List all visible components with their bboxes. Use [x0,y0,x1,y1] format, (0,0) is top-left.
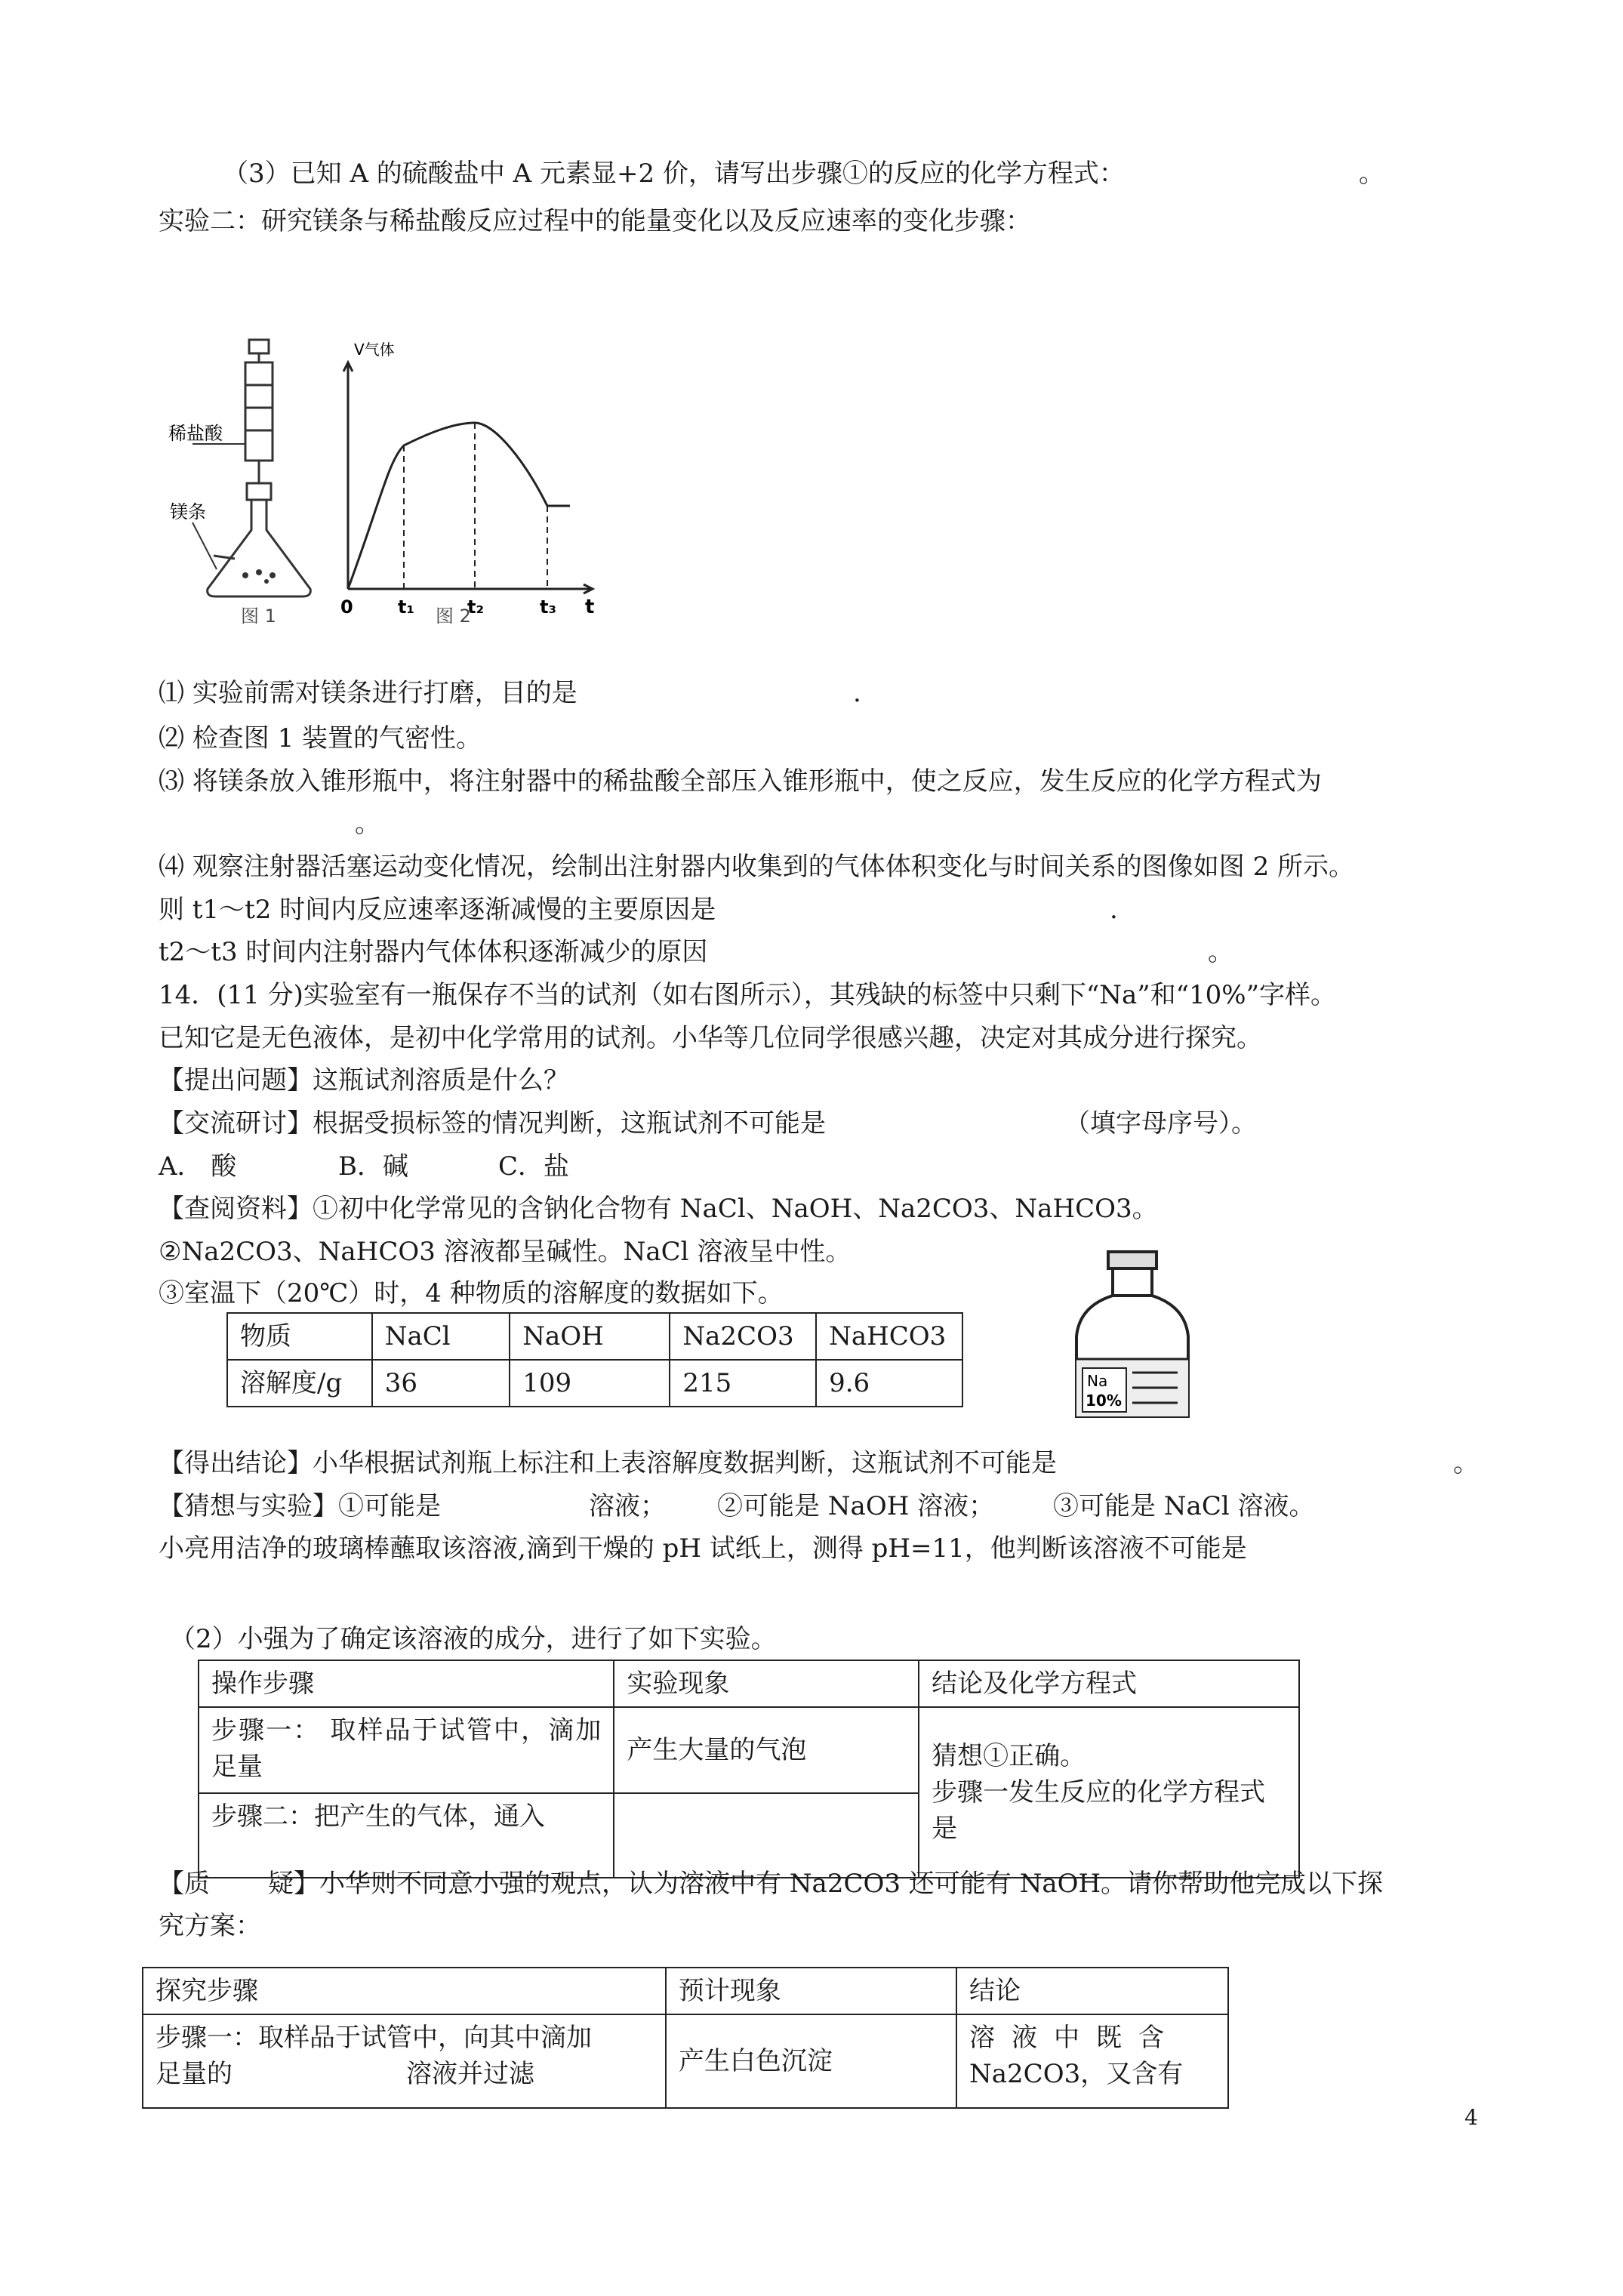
table-row [199,1707,1299,1793]
exp-conclusion-line2: 步骤一发生反应的化学方程式是 [932,1777,1266,1844]
explore-header-cell: 预计现象 [666,1968,956,2014]
exp-phenomenon2-cell [614,1793,919,1878]
step-2 [159,721,482,756]
fig2-volume-curve [348,423,570,589]
q14-discuss: 【交流研讨】根据受损标签的情况判断，这瓶试剂不可能是 [159,1108,826,1139]
exp-step1-cell [199,1707,614,1793]
exp-conclusion-line1: 猜想①正确。 [932,1741,1086,1771]
explore-conclusion-b: Na2CO3，又含有 [969,2059,1184,2089]
explore-header-cell: 探究步骤 [143,1968,666,2014]
exp-header-cell: 操作步骤 [199,1660,614,1707]
exp-conclusion-cell [919,1707,1299,1878]
step-1-text: 实验前需对镁条进行打磨，目的是 [192,678,577,708]
exp-header-cell: 实验现象 [614,1660,919,1707]
q14-option-b: B．碱 [338,1151,408,1182]
step-2-text: 检查图 1 装置的气密性。 [192,723,482,754]
solubility-cell: 109 [510,1360,670,1407]
solubility-cell: 溶解度/g [227,1360,372,1407]
experiment-table [198,1660,1300,1878]
step-2-num: ⑵ [159,723,184,754]
step-1-num: ⑴ [159,678,184,708]
exp2-title: 实验二：研究镁条与稀盐酸反应过程中的能量变化以及反应速率的变化步骤： [159,206,1031,236]
apparatus-figure [162,332,615,627]
solubility-header-cell: NaHCO3 [816,1313,962,1360]
table-row [143,2014,1228,2108]
fig2-caption: 图 2 [436,606,471,627]
q3-end: 。 [1359,159,1384,189]
guess-a: 【猜想与实验】①可能是 [159,1491,441,1521]
fig2-y-label: V气体 [354,341,395,359]
step-3-text: 将镁条放入锥形瓶中，将注射器中的稀盐酸全部压入锥形瓶中，使之反应，发生反应的化学方程式为 [192,766,1322,797]
solubility-header-cell: Na2CO3 [670,1313,816,1360]
exp-phenomenon1-cell: 产生大量的气泡 [614,1707,919,1793]
step-1-end: . [853,678,861,708]
q14-line1: 14．(11 分)实验室有一瓶保存不当的试剂（如右图所示），其残缺的标签中只剩下“Na”和“10%”字样。 [159,980,1336,1010]
step-4-text: 观察注射器活塞运动变化情况，绘制出注射器内收集到的气体体积变化与时间关系的图像如图 2 所示。 [192,852,1355,882]
solubility-header-cell: 物质 [227,1313,372,1360]
solubility-header-cell: NaCl [372,1313,510,1360]
step-4 [159,849,1354,884]
table-row [227,1360,962,1407]
table-row [199,1660,1299,1707]
guess-b: 溶液； [589,1491,666,1521]
q14-option-a: A． 酸 [159,1151,237,1182]
guess-c: ②可能是 NaOH 溶液； [717,1491,995,1521]
explore-conclusion-a: 溶液中既含 [969,2023,1181,2053]
q14-ref2: ②Na2CO3、NaHCO3 溶液都呈碱性。NaCl 溶液呈中性。 [159,1237,852,1267]
table-row [143,1968,1228,2014]
q14-discuss-end: （填字母序号）。 [1064,1108,1257,1139]
solubility-cell: 36 [372,1360,510,1407]
explore-phenomenon-cell: 产生白色沉淀 [666,2014,956,2108]
fig1-mg-label: 镁条 [170,501,206,522]
conclusion-end: 。 [1453,1448,1479,1478]
q14-line2: 已知它是无色液体，是初中化学常用的试剂。小华等几位同学很感兴趣，决定对其成分进行探究。 [159,1023,1262,1053]
explore-conclusion-cell [956,2014,1228,2108]
fig2-tick-t1: t₁ [398,596,414,618]
guess-d: ③可能是 NaCl 溶液。 [1053,1491,1315,1521]
q14-question: 【提出问题】这瓶试剂溶质是什么？ [159,1065,569,1096]
explore-step1-a: 步骤一：取样品于试管中，向其中滴加 [156,2023,592,2053]
solubility-table [226,1312,963,1407]
fig2-x-label: t [585,596,595,618]
reagent-bottle [1057,1246,1208,1427]
step-3-num: ⑶ [159,766,184,797]
step-4-line2-end: . [1110,895,1118,925]
explore-header-cell: 结论 [956,1968,1228,2014]
step-4-num: ⑷ [159,852,184,882]
q14-ref3: ③室温下（20℃）时，4 种物质的溶解度的数据如下。 [159,1278,784,1308]
solubility-cell: 215 [670,1360,816,1407]
explore-step1-second-line [156,2056,653,2092]
explore-table [142,1967,1229,2109]
magnesium-pieces [242,569,276,584]
exp-step1-text: 步骤一： 取样品于试管中，滴加足量 [211,1715,602,1782]
exp-header-cell: 结论及化学方程式 [919,1660,1299,1707]
syringe-flask-drawing [192,340,310,596]
step-4-line2: 则 t1～t2 时间内反应速率逐渐减慢的主要原因是 [159,895,716,925]
doubt-line1-b: 疑】小华则不同意小强的观点，认为溶液中有 Na2CO3 还可能有 NaOH。请你帮助他完成以下探 [268,1869,1384,1899]
doubt-line2: 究方案： [159,1911,261,1941]
part2-title: （2）小强为了确定该溶液的成分，进行了如下实验。 [170,1624,777,1654]
step-3 [159,764,1322,799]
step-1 [159,676,577,710]
fig2-origin: 0 [340,596,353,618]
fig1-caption: 图 1 [241,606,276,627]
step-4-line3-end: 。 [1208,937,1233,967]
q14-ref1: 【查阅资料】①初中化学常见的含钠化合物有 NaCl、NaOH、Na2CO3、NaHCO3。 [159,1194,1158,1224]
bottle-label-na: Na [1087,1372,1108,1390]
fig1-acid-label: 稀盐酸 [168,423,223,444]
step-3-end: 。 [355,809,380,839]
fig2-axes [343,362,593,593]
step-4-line3: t2～t3 时间内注射器内气体体积逐渐减少的原因 [159,937,708,967]
q14-option-c: C．盐 [498,1151,570,1182]
exp-step2-cell: 步骤二：把产生的气体，通入 [199,1793,614,1878]
solubility-header-cell: NaOH [510,1313,670,1360]
explore-step1-cell [143,2014,666,2108]
page-number: 4 [1464,2105,1478,2130]
explore-step1-c: 溶液并过滤 [406,2059,534,2089]
fig2-tick-t3: t₃ [540,596,556,618]
solubility-cell: 9.6 [816,1360,962,1407]
conclusion-text: 【得出结论】小华根据试剂瓶上标注和上表溶解度数据判断，这瓶试剂不可能是 [159,1448,1057,1478]
bottle-label-pct: 10% [1086,1391,1122,1410]
ph-line: 小亮用洁净的玻璃棒蘸取该溶液,滴到干燥的 pH 试纸上，测得 pH=11，他判断该溶液不可能是 [159,1533,1247,1564]
explore-step1-b: 足量的 [156,2059,233,2089]
fig2-tick-t2: t₂ [467,596,484,618]
fig2-guide-lines [404,423,547,589]
table-row [227,1313,962,1360]
doubt-line1-a: 【质 [159,1869,210,1899]
q3-text: （3）已知 A 的硫酸盐中 A 元素显+2 价，请写出步骤①的反应的化学方程式： [223,159,1125,189]
